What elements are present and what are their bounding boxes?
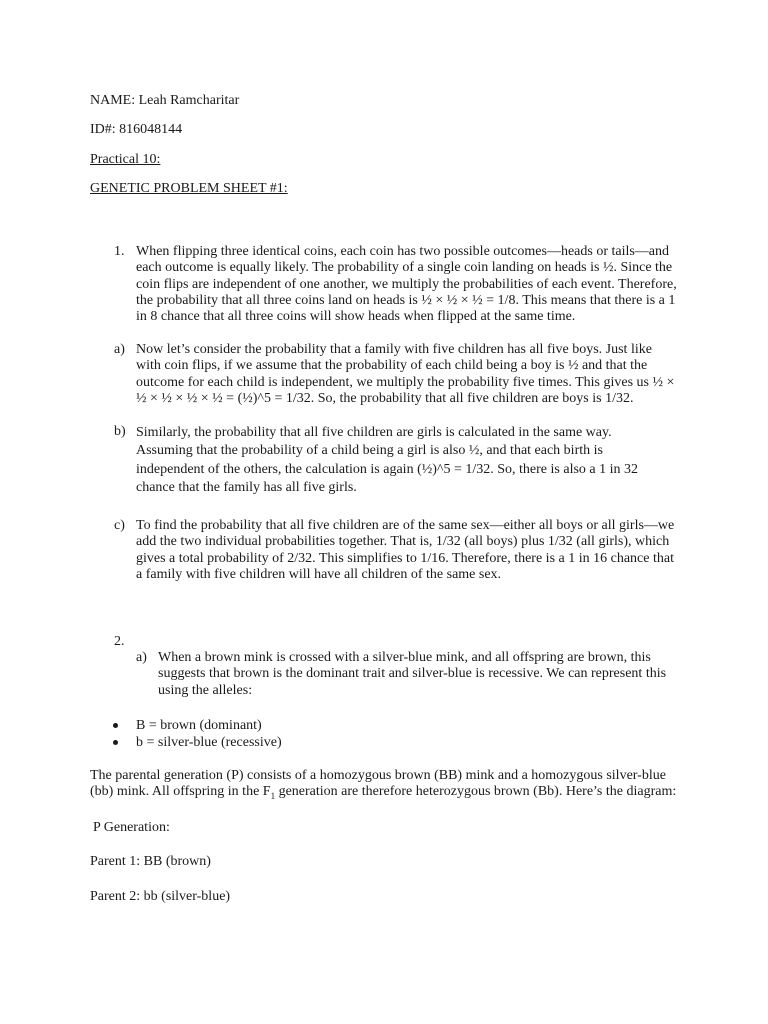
question-1-number: 1. [114,244,125,259]
question-1c-text: To find the probability that all five children are of the same sex—either all boys or all girls—we add the two individual probabilities together. That is, 1/32 (all boys) plus 1/32 (all girls), which gives a total probability of 2/32. This simplifies to 1/16. Therefore, there is a 1 in 16 chance that a family with five children will have all children of the same sex. [136,518,675,582]
student-id: ID#: 816048144 [90,122,183,137]
sheet-title: GENETIC PROBLEM SHEET #1: [90,181,288,196]
p-generation-heading: P Generation: [93,820,170,835]
question-2a-label: a) [136,650,147,665]
question-2-number: 2. [114,634,125,649]
f1-subscript: 1 [270,791,276,802]
parent-2: Parent 2: bb (silver-blue) [90,889,231,904]
question-1-text: When flipping three identical coins, each coin has two possible outcomes—heads or tails—and each outcome is equally likely. The probability of a single coin landing on heads is ½. Since the coin flips are independent of one another, we multiply the probabilities of each event. Therefore, the probability that all three coins land on heads is ½ × ½ × ½ = 1/8. This means that there is a 1 in 8 chance that all three coins will show heads when flipped at the same time. [136,244,677,325]
allele-dominant: B = brown (dominant) [136,718,262,733]
bullet-icon [113,740,118,745]
question-1c-label: c) [114,518,125,533]
question-1a-label: a) [114,342,125,357]
parental-text-before: The parental generation (P) consists of a homozygous brown (BB) mink and a homozygous silver-blue (bb) mink. All offspring in the F [90,768,666,800]
question-1b-text: Similarly, the probability that all five children are girls is calculated in the same way. Assuming that the probability of a child being a girl is also ½, and that each birth is independent of the others, the calculation is again (½)^5 = 1/32. So, there is also a 1 in 32 chance that the family has all five girls. [136,425,639,495]
parental-generation-paragraph [90,768,690,801]
student-name: NAME: Leah Ramcharitar [90,93,240,108]
parent-1: Parent 1: BB (brown) [90,854,211,869]
question-1b-label: b) [114,424,126,439]
question-1a-text: Now let’s consider the probability that a family with five children has all five boys. Just like with coin flips, if we assume that the probability of each child being a boy is ½ and that the outcome for each child is independent, we multiply the probability five times. This gives us ½ × ½ × ½ × ½ × ½ = (½)^5 = 1/32. So, the probability that all five children are boys is 1/32. [136,342,675,406]
practical-heading: Practical 10: [90,152,161,167]
parental-text-after: generation are therefore heterozygous brown (Bb). Here’s the diagram: [275,784,677,800]
allele-recessive: b = silver-blue (recessive) [136,735,282,750]
bullet-icon [113,723,118,728]
question-2a-text: When a brown mink is crossed with a silver-blue mink, and all offspring are brown, this suggests that brown is the dominant trait and silver-blue is recessive. We can represent this using the alleles: [158,650,667,698]
